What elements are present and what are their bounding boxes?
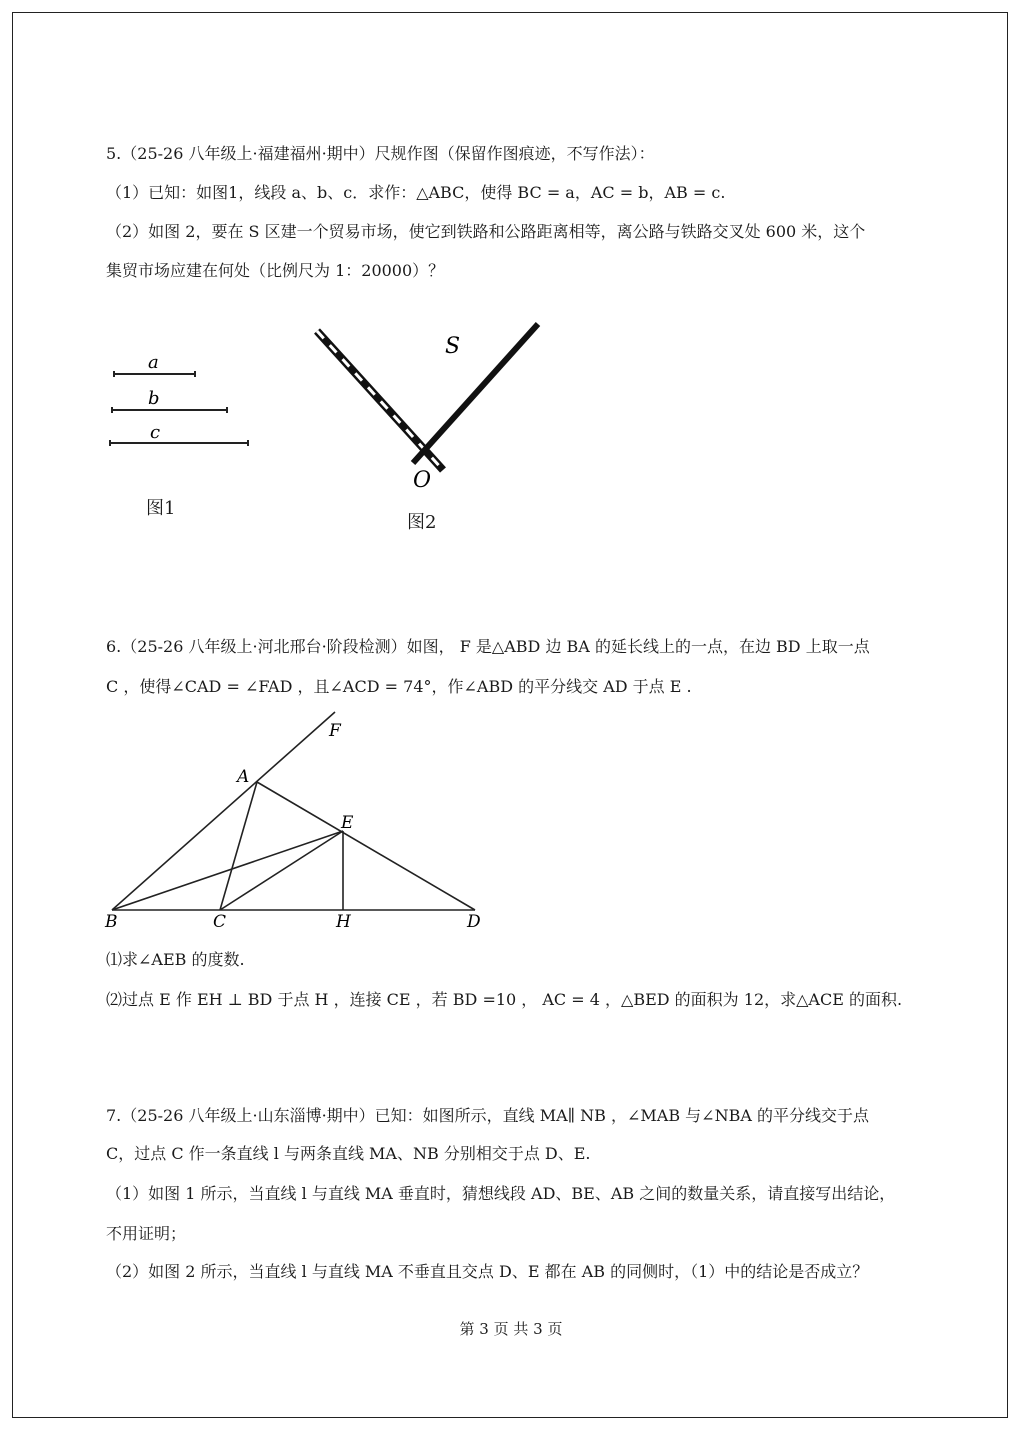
q5-part1: （1）已知：如图1，线段 a、b、c．求作：△ABC，使得 BC = a，AC = b，AB = c. [106,183,726,202]
line-BE [112,831,343,910]
label-D: D [467,912,481,932]
q5-fig2-caption: 图2 [407,512,437,533]
segment-c [110,440,248,446]
line-BF [112,712,335,910]
q7-line4: 不用证明； [106,1224,187,1243]
label-C: C [213,912,227,932]
label-b: b [148,388,160,409]
q5-part2-line1: （2）如图 2，要在 S 区建一个贸易市场，使它到铁路和公路距离相等，离公路与铁路交叉处 600 米，这个 [106,222,866,241]
q5-part2-line2: 集贸市场应建在何处（比例尺为 1：20000）？ [106,261,445,280]
q5-figure-2 [305,315,555,495]
label-H: H [336,912,351,932]
road-line [413,324,538,463]
q5-fig1-caption: 图1 [146,498,176,519]
label-a: a [148,352,159,373]
q5-figure-1 [100,340,270,530]
label-s: S [445,334,461,359]
segment-b [112,407,227,413]
line-AC [220,782,257,910]
q7-line3: （1）如图 1 所示，当直线 l 与直线 MA 垂直时，猜想线段 AD、BE、AB 之间的数量关系，请直接写出结论， [106,1184,896,1203]
label-F: F [329,721,341,741]
q6-line2: C ，使得∠CAD = ∠FAD ，且∠ACD = 74°，作∠ABD 的平分线交 AD 于点 E . [106,677,692,696]
label-A: A [237,767,250,787]
q6-triangle-figure [95,700,505,940]
q6-line1: 6.（25-26 八年级上·河北邢台·阶段检测）如图， F 是△ABD 边 BA 的延长线上的一点，在边 BD 上取一点 [106,637,870,656]
q7-line1: 7.（25-26 八年级上·山东淄博·期中）已知：如图所示，直线 MA∥ NB ，∠MAB 与∠NBA 的平分线交于点 [106,1106,869,1125]
label-B: B [105,912,118,932]
label-E: E [341,813,354,833]
line-AD [257,782,475,910]
line-CE [220,831,343,910]
q6-sub1: ⑴求∠AEB 的度数. [106,950,245,969]
label-c: c [150,422,161,443]
q7-line5: （2）如图 2 所示，当直线 l 与直线 MA 不垂直且交点 D、E 都在 AB 的同侧时，（1）中的结论是否成立？ [106,1262,869,1281]
q7-line2: C，过点 C 作一条直线 l 与两条直线 MA、NB 分别相交于点 D、E. [106,1144,591,1163]
label-o: O [413,468,432,493]
q6-sub2: ⑵过点 E 作 EH ⊥ BD 于点 H ，连接 CE ，若 BD =10 ， AC = 4 ，△BED 的面积为 12，求△ACE 的面积. [106,990,903,1009]
page-footer: 第 3 页 共 3 页 [459,1320,563,1338]
q5-title: 5.（25-26 八年级上·福建福州·期中）尺规作图（保留作图痕迹，不写作法）： [106,144,655,163]
